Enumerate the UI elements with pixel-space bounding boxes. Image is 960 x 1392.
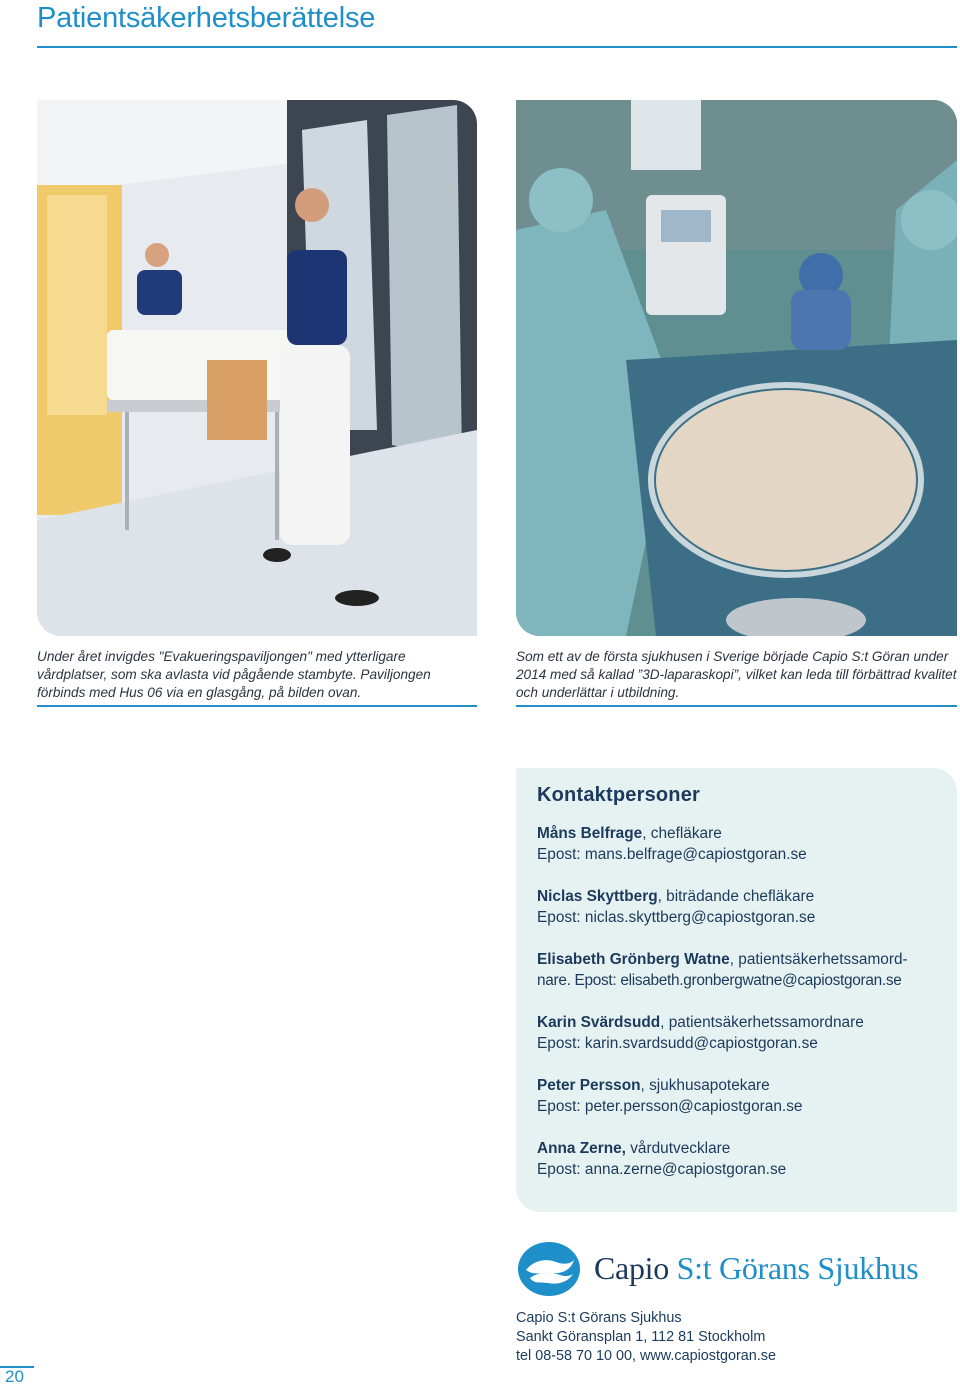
address-line: tel 08-58 70 10 00, www.capiostgoran.se	[516, 1348, 776, 1364]
contact-entry	[537, 1012, 937, 1054]
contact-email: Epost: mans.belfrage@capiostgoran.se	[537, 846, 807, 863]
corridor-photo-illustration	[37, 100, 477, 636]
contact-email: Epost: karin.svardsudd@capiostgoran.se	[537, 1035, 818, 1052]
capio-logo	[516, 1240, 960, 1298]
caption-right-rule	[516, 705, 957, 707]
contact-role: , sjukhusapotekare	[640, 1077, 770, 1094]
contact-name: Elisabeth Grönberg Watne	[537, 951, 730, 968]
hands-logo-icon	[516, 1240, 582, 1298]
title-rule	[37, 46, 957, 48]
contact-heading: Kontaktpersoner	[537, 784, 701, 806]
contact-name: Karin Svärdsudd	[537, 1014, 661, 1031]
contact-entry	[537, 1075, 937, 1117]
contact-entry	[537, 949, 937, 991]
contact-role: vårdutvecklare	[625, 1140, 731, 1157]
surgery-photo-illustration	[516, 100, 957, 636]
caption-right: Som ett av de första sjukhusen i Sverige började Capio S:t Göran under 2014 med så kallad ”3D-laparaskopi”, vilket kan leda till förbättrad kvalitet och underlättar i utbildning.	[516, 649, 957, 700]
contact-role: , chefläkare	[642, 825, 722, 842]
caption-left: Under året invigdes "Evakueringspaviljongen" med ytterligare vårdplatser, som ska avlasta vid pågående stambyte. Paviljongen förbinds med Hus 06 via en glasgång, på bilden ovan.	[37, 649, 431, 700]
contact-name: Niclas Skyttberg	[537, 888, 658, 905]
footer-address	[516, 1309, 776, 1366]
logo-hospital-name: S:t Görans Sjukhus	[676, 1250, 919, 1286]
contact-entry	[537, 886, 937, 928]
address-line: Capio S:t Görans Sjukhus	[516, 1310, 682, 1326]
caption-left-rule	[37, 705, 477, 707]
page-title: Patientsäkerhetsberättelse	[37, 2, 376, 34]
page-number: 20	[5, 1367, 24, 1386]
contact-email: nare. Epost: elisabeth.gronbergwatne@capiostgoran.se	[537, 972, 902, 989]
contact-email: Epost: niclas.skyttberg@capiostgoran.se	[537, 909, 816, 926]
contact-entry	[537, 1138, 937, 1180]
surgery-photo	[516, 100, 957, 636]
contact-role: , patientsäkerhetssamord-	[729, 951, 908, 968]
contact-role: , patientsäkerhetssamordnare	[660, 1014, 864, 1031]
contact-email: Epost: peter.persson@capiostgoran.se	[537, 1098, 803, 1115]
logo-wordmark	[594, 1250, 918, 1287]
contact-name: Måns Belfrage	[537, 825, 643, 842]
contact-role: , biträdande chefläkare	[657, 888, 815, 905]
contact-email: Epost: anna.zerne@capiostgoran.se	[537, 1161, 787, 1178]
contact-entry	[537, 823, 937, 865]
contact-box	[516, 768, 957, 1212]
address-line: Sankt Göransplan 1, 112 81 Stockholm	[516, 1329, 766, 1345]
contact-name: Peter Persson	[537, 1077, 641, 1094]
corridor-photo	[37, 100, 477, 636]
contact-name: Anna Zerne,	[537, 1140, 626, 1157]
logo-brand: Capio	[594, 1250, 669, 1286]
